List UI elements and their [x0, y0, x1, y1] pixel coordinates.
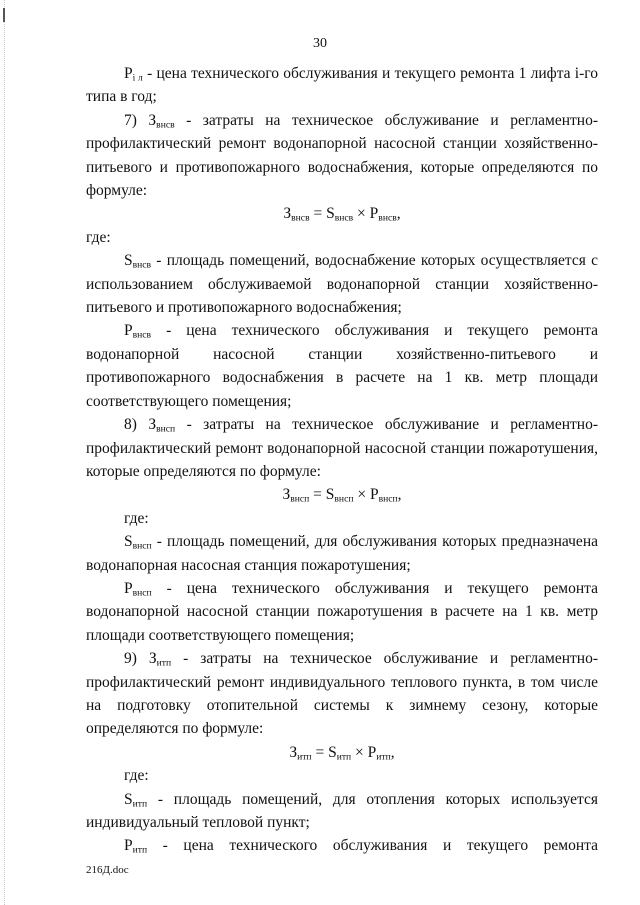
- paragraph-area-vnsp: $S_{внсп}$ - площадь помещений, для обслуживания которых предназначена водонапорная насосная станция пожаротушения;: [86, 533, 598, 574]
- paragraph-price-itp: $P_{итп}$ - цена технического обслуживания и текущего ремонта: [124, 837, 598, 856]
- page-number: 30: [313, 36, 327, 51]
- paragraph-item-7: 7) $З_{внсв}$ - затраты на техническое обслуживание и регламентно-профилактический ремонт водонапорной насосной станции хозяйственно-питьевого и противопожарного водоснабжения, которые определяются по формуле:: [86, 111, 598, 200]
- paragraph-price-vnsp: $P_{внсп}$ - цена технического обслуживания и текущего ремонта водонапорной насосной станции пожаротушения в расчете на 1 кв. метр площади соответствующего помещения;: [86, 579, 598, 644]
- paragraph-area-vnsv: $S_{внсв}$ - площадь помещений, водоснабжение которых осуществляется с использованием обслуживаемой водонапорной станции хозяйственно-питьевого и противопожарного водоснабжения;: [86, 252, 598, 317]
- scan-edge-mark: [3, 8, 5, 22]
- scan-edge-line: [4, 0, 6, 905]
- paragraph-item-8: 8) $З_{внсп}$ - затраты на техническое обслуживание и регламентно-профилактический ремонт водонапорной насосной станции пожаротушения, которые определяются по формуле:: [86, 416, 598, 480]
- document-body: [86, 62, 598, 858]
- paragraph-price-vnsv: $P_{внсв}$ - цена технического обслуживания и текущего ремонта водонапорной насосной станции хозяйственно-питьевого и противопожарного водоснабжения в расчете на 1 кв. метр площади соответствующего помещения;: [86, 322, 598, 410]
- paragraph-area-itp: $S_{итп}$ - площадь помещений, для отопления которых используется индивидуальный тепловой пункт;: [86, 790, 598, 831]
- footer-filename: 216Д.doc: [86, 864, 129, 876]
- formula-itp: $З_{итп} = S_{итп} \times P_{итп}$,: [289, 743, 395, 763]
- paragraph-lift-price: $P_{i л}$ - цена технического обслуживания и текущего ремонта 1 лифта i-го типа в год;: [86, 65, 598, 106]
- where-label: где:: [124, 509, 149, 527]
- where-label: где:: [124, 767, 149, 785]
- formula-vnsv: $З_{внсв} = S_{внсв} \times P_{внсв}$,: [283, 205, 401, 224]
- formula-vnsp: $З_{внсп} = S_{внсп} \times P_{внсп}$,: [282, 486, 402, 505]
- paragraph-item-9: 9) $З_{итп}$ - затраты на техническое обслуживание и регламентно-профилактический ремонт индивидуального теплового пункта, в том числе на подготовку отопительной системы к зимнему сезону, которые определяются по формуле:: [86, 650, 598, 738]
- where-label: где:: [86, 228, 111, 246]
